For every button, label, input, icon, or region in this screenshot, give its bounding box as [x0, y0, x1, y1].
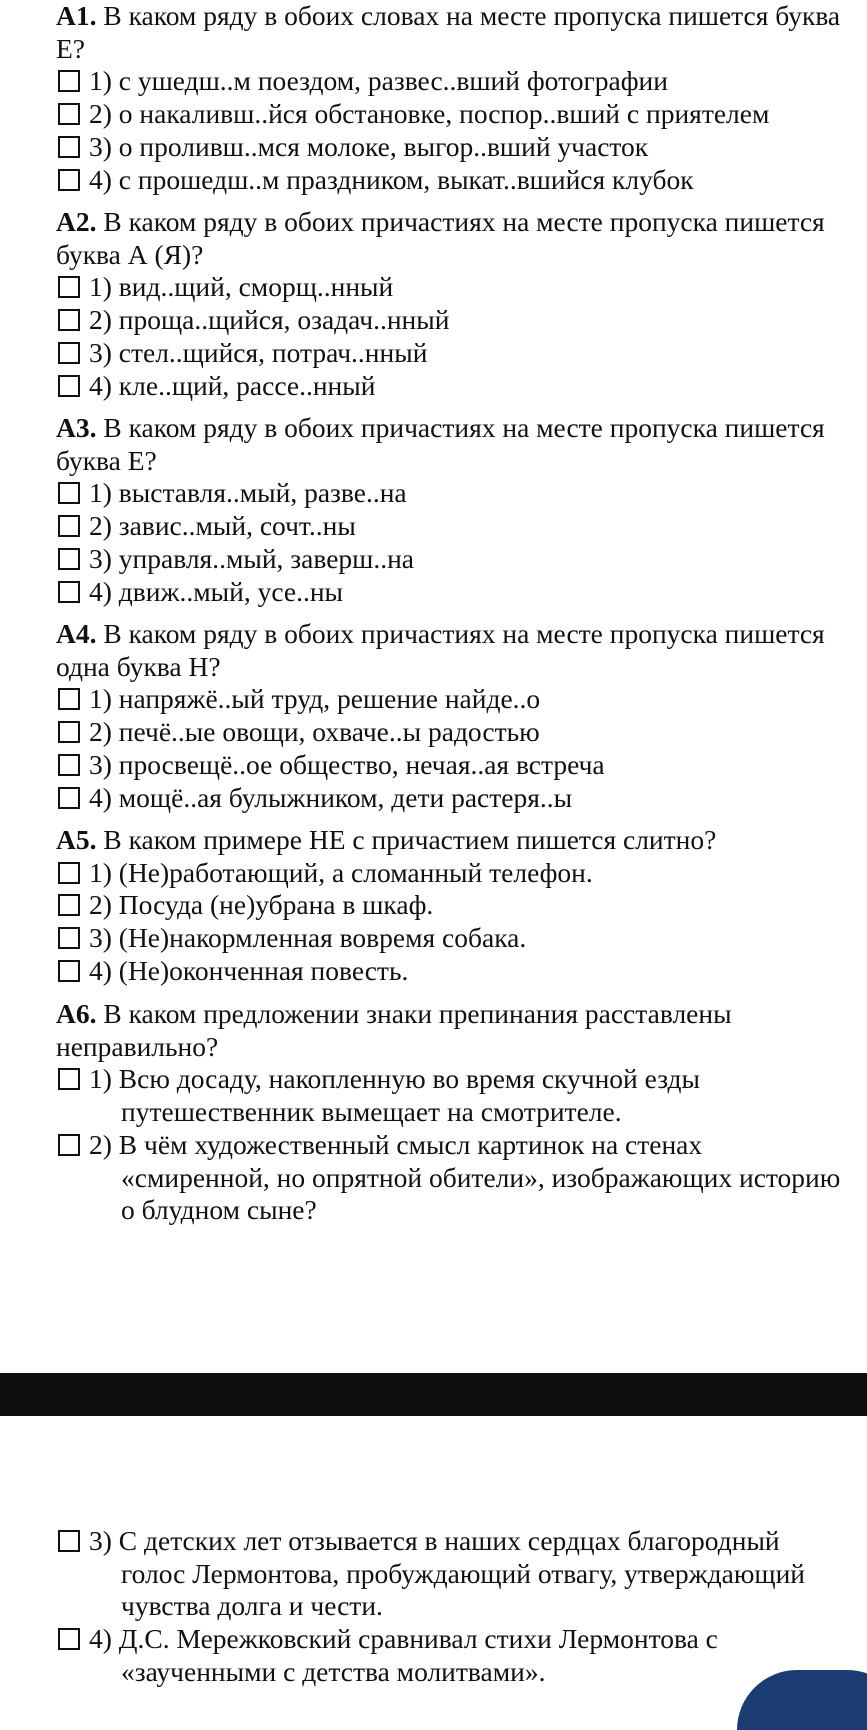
- option-row[interactable]: [56, 1525, 845, 1623]
- question-header: [56, 206, 845, 271]
- checkbox[interactable]: [58, 169, 80, 191]
- option-row[interactable]: [56, 749, 845, 782]
- question-text: В каком ряду в обоих словах на месте пропуска пишется буква Е?: [56, 0, 841, 64]
- question-a4: [56, 618, 845, 814]
- checkbox[interactable]: [58, 581, 80, 603]
- option-row[interactable]: [56, 782, 845, 815]
- option-text: 2) В чём художественный смысл картинок на стенах «смиренной, но опрятной обители», изображающих историю о блудном сыне?: [89, 1128, 841, 1226]
- question-number: А6.: [56, 998, 97, 1029]
- option-text: 4) движ..мый, усе..ны: [89, 575, 344, 607]
- option-text: 4) Д.С. Мережковский сравнивал стихи Лермонтова с «заученными с детства молитвами».: [89, 1623, 718, 1687]
- question-a1: [56, 0, 845, 196]
- option-row[interactable]: [56, 337, 845, 370]
- checkbox[interactable]: [58, 342, 80, 364]
- checkbox[interactable]: [58, 1134, 80, 1156]
- option-text: 1) напряжё..ый труд, решение найде..о: [89, 683, 541, 715]
- option-row[interactable]: [56, 1129, 845, 1227]
- checkbox[interactable]: [58, 70, 80, 92]
- question-number: А1.: [56, 0, 97, 31]
- option-row[interactable]: [56, 857, 845, 890]
- option-text: 2) о накаливш..йся обстановке, поспор..вший с приятелем: [89, 98, 770, 130]
- option-row[interactable]: [56, 98, 845, 131]
- option-text: 2) печё..ые овощи, охваче..ы радостью: [89, 716, 540, 748]
- checkbox[interactable]: [58, 515, 80, 537]
- option-text: 1) выставля..мый, разве..на: [89, 477, 407, 509]
- question-number: А2.: [56, 206, 97, 237]
- question-a6: [56, 998, 845, 1227]
- option-row[interactable]: [56, 955, 845, 988]
- option-text: 3) С детских лет отзывается в наших сердцах благородный голос Лермонтова, пробуждающий отвагу, утверждающий чувства долга и чести.: [89, 1525, 806, 1622]
- option-row[interactable]: [56, 510, 845, 543]
- checkbox[interactable]: [58, 548, 80, 570]
- checkbox[interactable]: [58, 1530, 80, 1552]
- option-row[interactable]: [56, 65, 845, 98]
- option-text: 1) Всю досаду, накопленную во время скучной езды путешественник вымещает на смотрителе.: [89, 1063, 701, 1128]
- option-text: 4) мощё..ая булыжником, дети растеря..ы: [89, 781, 573, 813]
- question-a3: [56, 412, 845, 608]
- option-row[interactable]: [56, 131, 845, 164]
- option-text: 3) о проливш..мся молоке, выгор..вший участок: [89, 130, 649, 162]
- option-text: 2) Посуда (не)убрана в шкаф.: [89, 889, 434, 921]
- checkbox[interactable]: [58, 927, 80, 949]
- question-text: В каком предложении знаки препинания расставлены неправильно?: [56, 998, 732, 1062]
- option-row[interactable]: [56, 716, 845, 749]
- checkbox[interactable]: [58, 103, 80, 125]
- option-row[interactable]: [56, 477, 845, 510]
- checkbox[interactable]: [58, 754, 80, 776]
- option-text: 4) кле..щий, рассе..нный: [89, 369, 376, 401]
- option-text: 2) проща..щийся, озадач..нный: [89, 304, 450, 336]
- option-row[interactable]: [56, 1063, 845, 1128]
- option-text: 1) вид..щий, сморщ..нный: [89, 271, 394, 303]
- question-text: В каком ряду в обоих причастиях на месте пропуска пишется одна буква Н?: [56, 618, 825, 682]
- question-a5: [56, 824, 845, 988]
- question-a6-continued: [56, 1525, 845, 1689]
- option-text: 4) с прошедш..м праздником, выкат..вшийся клубок: [89, 163, 694, 195]
- question-number: А4.: [56, 618, 97, 649]
- option-row[interactable]: [56, 271, 845, 304]
- option-row[interactable]: [56, 922, 845, 955]
- question-text: В каком ряду в обоих причастиях на месте пропуска пишется буква А (Я)?: [56, 206, 825, 270]
- question-text: В каком примере НЕ с причастием пишется слитно?: [103, 824, 717, 855]
- question-a2: [56, 206, 845, 402]
- option-row[interactable]: [56, 304, 845, 337]
- checkbox[interactable]: [58, 482, 80, 504]
- option-row[interactable]: [56, 543, 845, 576]
- question-number: А3.: [56, 412, 97, 443]
- question-header: [56, 618, 845, 683]
- question-number: А5.: [56, 824, 97, 855]
- checkbox[interactable]: [58, 688, 80, 710]
- checkbox[interactable]: [58, 276, 80, 298]
- checkbox[interactable]: [58, 136, 80, 158]
- question-header: [56, 824, 845, 857]
- option-text: 3) (Не)накормленная вовремя собака.: [89, 922, 527, 954]
- checkbox[interactable]: [58, 1068, 80, 1090]
- separator-bar: [0, 1373, 867, 1416]
- option-text: 3) управля..мый, заверш..на: [89, 542, 414, 574]
- checkbox[interactable]: [58, 787, 80, 809]
- option-text: 3) просвещё..ое общество, нечая..ая встреча: [89, 748, 605, 780]
- question-header: [56, 998, 845, 1063]
- option-row[interactable]: [56, 164, 845, 197]
- checkbox[interactable]: [58, 721, 80, 743]
- option-row[interactable]: [56, 370, 845, 403]
- option-text: 3) стел..щийся, потрач..нный: [89, 336, 428, 368]
- option-text: 4) (Не)оконченная повесть.: [89, 954, 409, 986]
- option-row[interactable]: [56, 683, 845, 716]
- checkbox[interactable]: [58, 862, 80, 884]
- checkbox[interactable]: [58, 375, 80, 397]
- option-text: 1) (Не)работающий, а сломанный телефон.: [89, 856, 593, 888]
- option-text: 1) с ушедш..м поездом, развес..вший фотографии: [89, 65, 668, 97]
- checkbox[interactable]: [58, 1628, 80, 1650]
- option-row[interactable]: [56, 889, 845, 922]
- option-text: 2) завис..мый, сочт..ны: [89, 510, 356, 542]
- question-header: [56, 0, 845, 65]
- question-header: [56, 412, 845, 477]
- option-row[interactable]: [56, 1623, 845, 1688]
- option-row[interactable]: [56, 576, 845, 609]
- checkbox[interactable]: [58, 960, 80, 982]
- checkbox[interactable]: [58, 894, 80, 916]
- question-text: В каком ряду в обоих причастиях на месте пропуска пишется буква Е?: [56, 412, 825, 476]
- checkbox[interactable]: [58, 309, 80, 331]
